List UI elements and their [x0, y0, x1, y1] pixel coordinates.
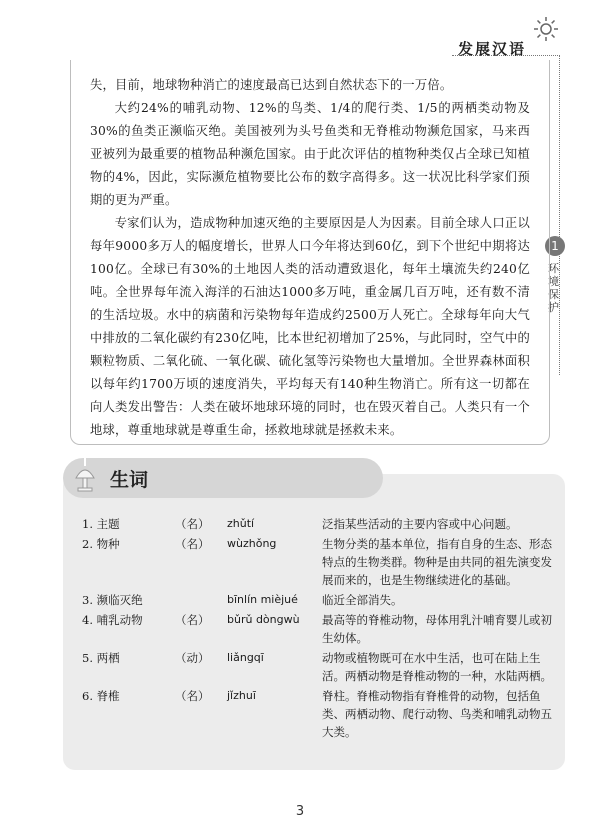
page-number: 3 [295, 804, 305, 819]
lamp-icon [70, 450, 100, 494]
chapter-number-badge: 1 [545, 236, 565, 256]
vocab-pos: （动） [175, 651, 210, 665]
list-item [82, 611, 552, 647]
vocab-pinyin: liǎngqī [227, 651, 264, 664]
vocab-pos: （名） [175, 537, 210, 551]
vocab-definition: 生物分类的基本单位，指有自身的生态、形态特点的生物类群。物种是由共同的祖先演变发展而来的，也是生物继续进化的基础。 [322, 537, 552, 587]
vocab-definition: 最高等的脊椎动物，母体用乳汁哺育婴儿或初生幼体。 [322, 613, 552, 645]
vocab-pinyin: bǔrǔ dòngwù [227, 613, 300, 626]
vocab-word: 6. 脊椎 [82, 689, 120, 703]
vocab-pos: （名） [175, 689, 210, 703]
vocab-list [82, 515, 552, 743]
vocab-definition: 脊柱。脊椎动物指有脊椎骨的动物，包括鱼类、两栖动物、爬行动物、鸟类和哺乳动物五大类。 [322, 689, 552, 739]
vocab-definition: 临近全部消失。 [322, 593, 403, 607]
vocab-word: 3. 濒临灭绝 [82, 593, 143, 607]
vocab-pinyin: bīnlín mièjué [227, 593, 298, 606]
vocab-pinyin: jǐzhuī [227, 689, 256, 702]
vocab-title: 生词 [110, 469, 149, 491]
vocab-word: 4. 哺乳动物 [82, 613, 143, 627]
margin-rule [559, 55, 560, 375]
list-item [82, 687, 552, 741]
article-body [90, 74, 530, 442]
vocab-pinyin: wùzhǒng [227, 537, 277, 550]
vocab-word: 1. 主题 [82, 517, 120, 531]
paragraph-3: 专家们认为，造成物种加速灭绝的主要原因是人为因素。目前全球人口正以每年9000多万人的幅度增长，世界人口今年将达到60亿，到下个世纪中期将达100亿。全球已有30%的土地因人类的活动遭致退化，每年土壤流失约240亿吨。全世界每年流入海洋的石油达1000多万吨，重金属几百万吨，还有数不清的生活垃圾。水中的病菌和污染物每年造成约2500万人死亡。全球每年向大气中排放的二氧化碳约有230亿吨，比本世纪初增加了25%，与此同时，空气中的颗粒物质、二氧化硫、一氧化碳、硫化氢等污染物也大量增加。全世界森林面积以每年约1700万顷的速度消失，平均每天有140种生物消亡。所有这一切都在向人类发出警告：人类在破坏地球环境的同时，也在毁灭着自己。人类只有一个地球，尊重地球就是尊重生命，拯救地球就是拯救未来。 [90, 216, 530, 437]
sun-icon [533, 16, 559, 42]
vocab-pos: （名） [175, 613, 210, 627]
paragraph-2: 大约24%的哺乳动物、12%的鸟类、1/4的爬行类、1/5的两栖类动物及30%的鱼类正濒临灭绝。美国被列为头号鱼类和无脊椎动物濒危国家，马来西亚被列为最重要的植物品种濒危国家。由于此次评估的植物种类仅占全球已知植物的4%，因此，实际濒危植物要比公布的数字高得多。这一状况比科学家们预期的更为严重。 [90, 101, 530, 207]
chapter-title: 环境保护 [548, 262, 559, 314]
list-item [82, 591, 552, 609]
list-item [82, 515, 552, 533]
paragraph-1: 失，目前，地球物种消亡的速度最高已达到自然状态下的一万倍。 [90, 78, 453, 92]
vocab-word: 5. 两栖 [82, 651, 120, 665]
vocab-pos: （名） [175, 517, 210, 531]
list-item [82, 649, 552, 685]
vocab-pinyin: zhǔtí [227, 517, 255, 530]
list-item [82, 535, 552, 589]
vocab-definition: 泛指某些活动的主要内容或中心问题。 [322, 517, 518, 531]
book-title: 发展汉语 [458, 40, 527, 58]
vocab-word: 2. 物种 [82, 537, 120, 551]
vocab-definition: 动物或植物既可在水中生活，也可在陆上生活。两栖动物是脊椎动物的一种，水陆两栖。 [322, 651, 552, 683]
